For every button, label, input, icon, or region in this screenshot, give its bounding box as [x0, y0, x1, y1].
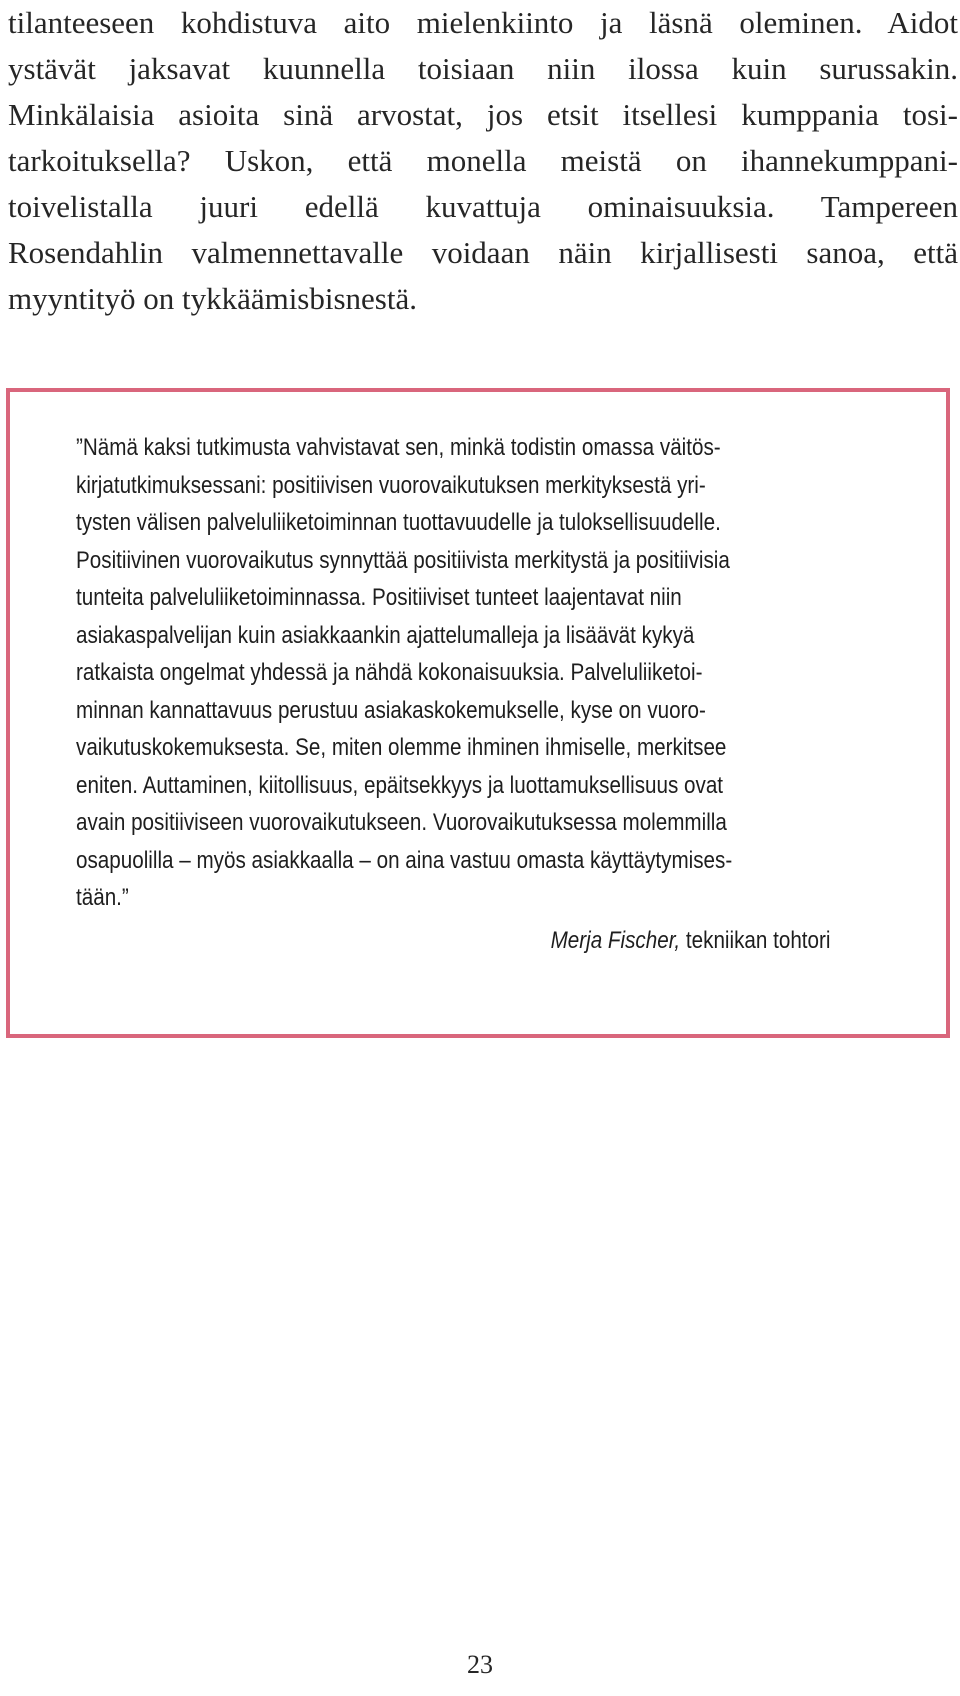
quote-line: avain positiiviseen vuorovaikutukseen. Vuorovaikutuksessa molemmilla	[76, 809, 727, 836]
body-line: ystävät jaksavat kuunnella toisiaan niin ilossa kuin surussakin.	[8, 51, 958, 86]
quote-attribution	[550, 927, 830, 955]
quote-line: asiakaspalvelijan kuin asiakkaankin ajattelumalleja ja lisäävät kykyä	[76, 621, 695, 649]
quote-line: Positiivinen vuorovaikutus synnyttää positiivista merkitystä ja positiivisia	[76, 546, 730, 574]
quote-line: ”Nämä kaksi tutkimusta vahvistavat sen, minkä todistin omassa väitös-	[76, 434, 721, 461]
body-line: myyntityö on tykkäämisbisnestä.	[8, 281, 417, 316]
body-line: tilanteeseen kohdistuva aito mielenkiinto ja läsnä oleminen. Aidot	[8, 5, 958, 40]
quote-line: vaikutuskokemuksesta. Se, miten olemme ihminen ihmiselle, merkitsee	[76, 734, 727, 761]
quote-line: osapuolilla – myös asiakkaalla – on aina vastuu omasta käyttäytymises-	[76, 846, 733, 874]
quote-line: minnan kannattavuus perustuu asiakaskokemukselle, kyse on vuoro-	[76, 696, 706, 724]
quote-author: Merja Fischer,	[550, 927, 680, 954]
quote-text	[76, 429, 781, 917]
quote-box	[6, 388, 950, 1038]
quote-line: tunteita palveluliiketoiminnassa. Positiiviset tunteet laajentavat niin	[76, 584, 682, 611]
body-line: Rosendahlin valmennettavalle voidaan näin kirjallisesti sanoa, että	[8, 235, 958, 270]
body-line: Minkälaisia asioita sinä arvostat, jos etsit itsellesi kumppania tosi-	[8, 97, 958, 132]
body-text	[8, 0, 958, 322]
quote-line: ratkaista ongelmat yhdessä ja nähdä kokonaisuuksia. Palveluliiketoi-	[76, 659, 703, 686]
quote-line: tään.”	[76, 884, 129, 911]
body-line: tarkoituksella? Uskon, että monella meistä on ihannekumppani-	[8, 143, 958, 178]
quote-line: eniten. Auttaminen, kiitollisuus, epäitsekkyys ja luottamuksellisuus ovat	[76, 771, 724, 799]
page-number: 23	[467, 1650, 493, 1679]
body-line: toivelistalla juuri edellä kuvattuja ominaisuuksia. Tampereen	[8, 189, 958, 224]
quote-author-title: tekniikan tohtori	[679, 927, 830, 954]
quote-line: kirjatutkimuksessani: positiivisen vuorovaikutuksen merkityksestä yri-	[76, 471, 706, 499]
quote-line: tysten välisen palveluliiketoiminnan tuottavuudelle ja tuloksellisuudelle.	[76, 509, 721, 536]
